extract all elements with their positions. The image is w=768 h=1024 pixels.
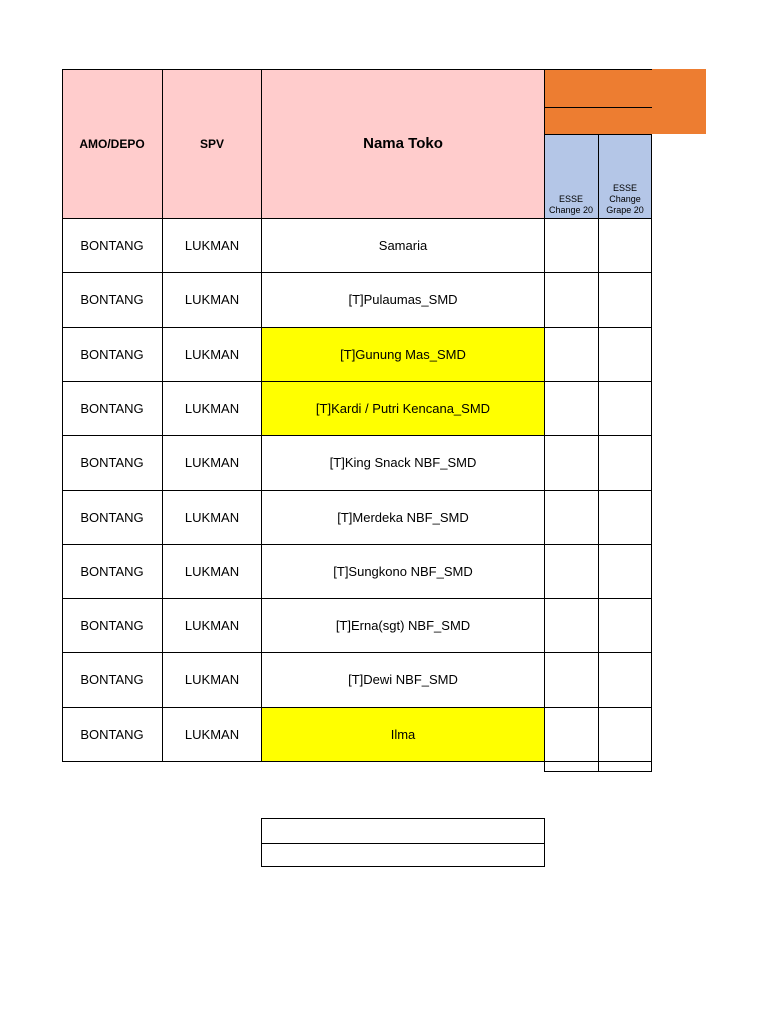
cell-amo-depo[interactable]: BONTANG xyxy=(80,292,144,307)
cell-esse-change-grape[interactable] xyxy=(598,218,652,272)
cell-esse-change[interactable] xyxy=(544,435,598,490)
grid-line xyxy=(544,69,545,772)
cell-amo-depo[interactable]: BONTANG xyxy=(80,455,144,470)
cell-esse-change-grape[interactable] xyxy=(598,327,652,381)
grid-line xyxy=(62,652,652,653)
grid-line xyxy=(62,327,652,328)
cell-spv[interactable]: LUKMAN xyxy=(184,292,240,307)
cell-esse-change-grape[interactable] xyxy=(598,707,652,761)
cell-esse-change[interactable] xyxy=(544,327,598,381)
grid-line xyxy=(62,761,652,762)
cell-spv[interactable]: LUKMAN xyxy=(184,400,240,416)
cell-spv[interactable]: LUKMAN xyxy=(184,509,240,525)
cell-nama-toko[interactable]: [T]Sungkono NBF_SMD xyxy=(333,563,473,579)
cell-esse-change[interactable] xyxy=(544,707,598,761)
cell-nama-toko[interactable]: Samaria xyxy=(378,237,428,253)
grid-line xyxy=(62,544,652,545)
cell-spv[interactable]: LUKMAN xyxy=(184,617,240,633)
orange-header-block xyxy=(544,69,706,134)
cell-spv[interactable]: LUKMAN xyxy=(184,672,240,687)
cell-esse-change-grape[interactable] xyxy=(598,490,652,544)
cell-nama-toko[interactable]: [T]Gunung Mas_SMD xyxy=(262,327,544,381)
header-esse-change-grape: ESSE Change Grape 20 xyxy=(598,134,652,218)
grid-line xyxy=(62,490,652,491)
grid-line xyxy=(162,69,163,762)
cell-esse-change[interactable] xyxy=(544,381,598,435)
cell-nama-toko[interactable]: [T]Merdeka NBF_SMD xyxy=(337,509,469,525)
empty-summary-box-divider xyxy=(261,843,545,844)
cell-esse-change-grape[interactable] xyxy=(598,544,652,598)
grid-line xyxy=(62,707,652,708)
cell-amo-depo[interactable]: BONTANG xyxy=(80,237,144,253)
cell-amo-depo[interactable]: BONTANG xyxy=(80,726,144,742)
grid-line xyxy=(261,69,262,762)
cell-esse-change[interactable] xyxy=(544,544,598,598)
cell-esse-change-grape[interactable] xyxy=(598,272,652,327)
cell-esse-change-grape[interactable] xyxy=(598,381,652,435)
grid-line xyxy=(62,218,652,219)
grid-line xyxy=(62,69,652,70)
grid-line xyxy=(62,69,63,762)
cell-amo-depo[interactable]: BONTANG xyxy=(80,563,144,579)
cell-esse-change-grape[interactable] xyxy=(598,652,652,707)
cell-spv[interactable]: LUKMAN xyxy=(184,563,240,579)
grid-line xyxy=(62,435,652,436)
cell-nama-toko[interactable]: [T]Dewi NBF_SMD xyxy=(348,672,458,687)
grid-line xyxy=(544,107,652,108)
grid-line xyxy=(598,134,599,772)
cell-amo-depo[interactable]: BONTANG xyxy=(80,617,144,633)
cell-nama-toko[interactable]: [T]Kardi / Putri Kencana_SMD xyxy=(262,381,544,435)
cell-esse-change-grape[interactable] xyxy=(598,435,652,490)
header-amo-depo: AMO/DEPO xyxy=(62,69,162,218)
cell-esse-change[interactable] xyxy=(544,218,598,272)
cell-esse-change[interactable] xyxy=(544,652,598,707)
cell-amo-depo[interactable]: BONTANG xyxy=(80,509,144,525)
cell-nama-toko[interactable]: [T]Erna(sgt) NBF_SMD xyxy=(335,617,471,633)
cell-esse-change[interactable] xyxy=(544,272,598,327)
cell-spv[interactable]: LUKMAN xyxy=(184,726,240,742)
grid-line xyxy=(62,381,652,382)
cell-spv[interactable]: LUKMAN xyxy=(184,237,240,253)
header-nama-toko: Nama Toko xyxy=(262,69,544,218)
cell-amo-depo[interactable]: BONTANG xyxy=(80,346,144,362)
cell-nama-toko[interactable]: [T]Pulaumas_SMD xyxy=(348,292,458,307)
cell-amo-depo[interactable]: BONTANG xyxy=(80,672,144,687)
grid-line xyxy=(651,134,652,772)
header-spv: SPV xyxy=(162,69,262,218)
cell-esse-change-grape[interactable] xyxy=(598,598,652,652)
cell-esse-change[interactable] xyxy=(544,598,598,652)
header-esse-change: ESSE Change 20 xyxy=(544,134,598,218)
cell-spv[interactable]: LUKMAN xyxy=(184,346,240,362)
grid-line xyxy=(62,598,652,599)
grid-line xyxy=(62,272,652,273)
cell-spv[interactable]: LUKMAN xyxy=(184,455,240,470)
cell-esse-change[interactable] xyxy=(544,490,598,544)
cell-nama-toko[interactable]: [T]King Snack NBF_SMD xyxy=(329,455,477,470)
cell-nama-toko[interactable]: Ilma xyxy=(262,707,544,761)
cell-amo-depo[interactable]: BONTANG xyxy=(80,400,144,416)
